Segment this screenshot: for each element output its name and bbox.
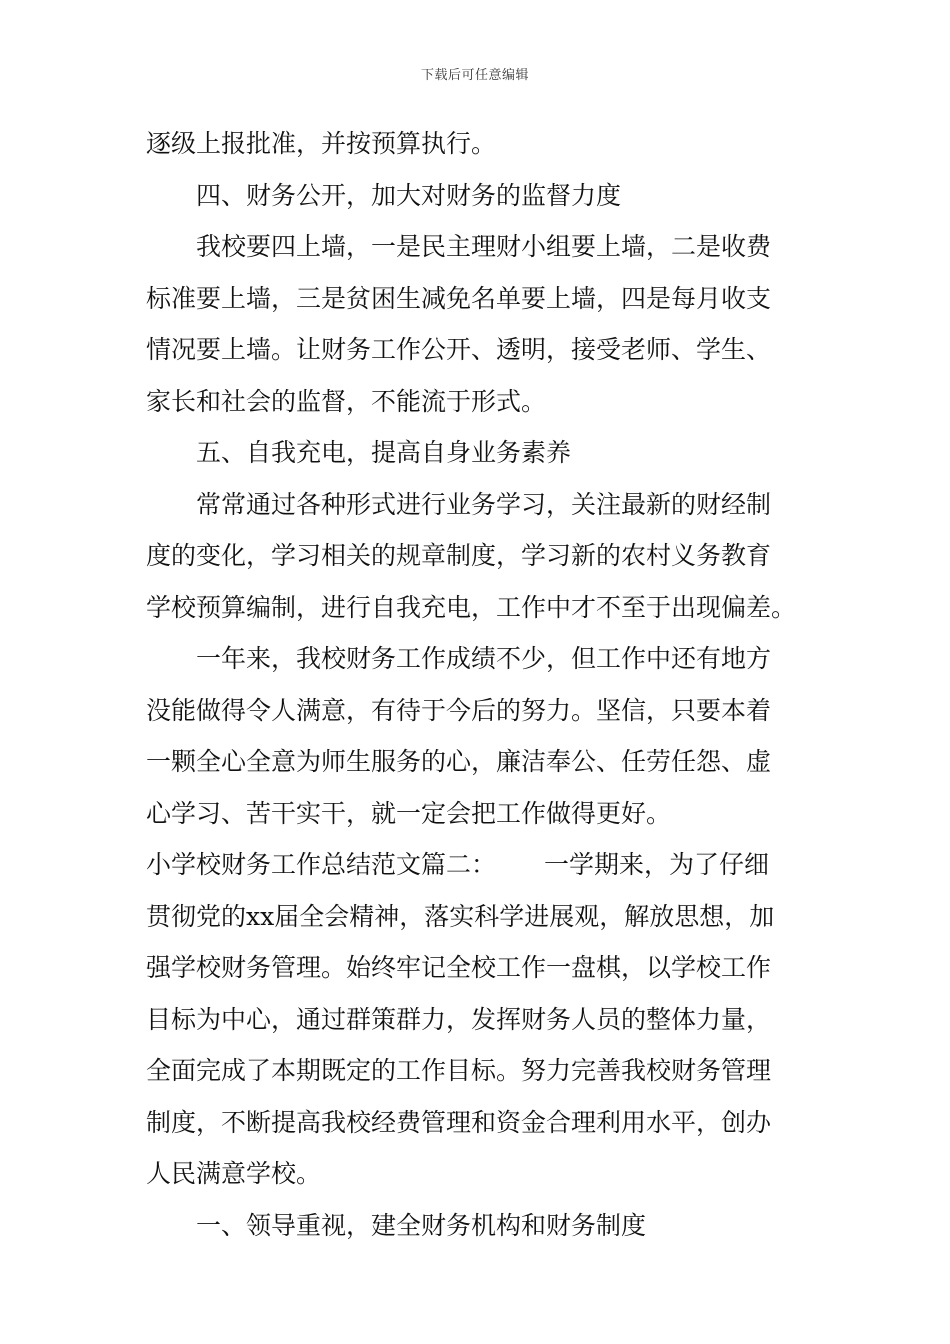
text-line: 目标为中心，通过群策群力，发挥财务人员的整体力量， [146,1004,772,1034]
text-line: 一颗全心全意为师生服务的心，廉洁奉公、任劳任怨、虚 [146,747,772,776]
text-line: 我校要四上墙，一是民主理财小组要上墙，二是收费 [196,232,772,261]
text-line: 一年来，我校财务工作成绩不少，但工作中还有地方 [196,644,772,673]
text-line: 制度，不断提高我校经费管理和资金合理利用水平，创办 [146,1107,772,1137]
text-line: 没能做得令人满意，有待于今后的努力。坚信，只要本着 [146,695,772,725]
section-heading-five: 五、自我充电，提高自身业务素养 [196,438,572,467]
text-line: 学校预算编制，进行自我充电，工作中才不至于出现偏差。 [146,592,797,622]
text-line: 人民满意学校。 [146,1159,322,1188]
text-line: 家长和社会的监督，不能流于形式。 [146,386,547,416]
text-line: 心学习、苦干实干，就一定会把工作做得更好。 [146,798,672,828]
text-line: 全面完成了本期既定的工作目标。努力完善我校财务管理 [146,1056,772,1085]
document-body [146,118,806,1251]
text-line: 标准要上墙，三是贫困生减免名单要上墙，四是每月收支 [146,283,772,313]
section-two-first-line [146,839,806,891]
section-two-title: 小学校财务工作总结范文篇二： [146,850,497,879]
text-line: 情况要上墙。让财务工作公开、透明，接受老师、学生、 [146,335,772,364]
text-line: 强学校财务管理。始终牢记全校工作一盘棋，以学校工作 [146,953,772,982]
section-heading-four: 四、财务公开，加大对财务的监督力度 [196,180,622,210]
text-line: 贯彻党的xx届全会精神，落实科学进展观，解放思想，加 [146,901,775,931]
text-line: 度的变化，学习相关的规章制度，学习新的农村义务教育 [146,541,772,570]
header-note: 下载后可任意编辑 [420,68,529,83]
section-heading-one: 一、领导重视，建全财务机构和财务制度 [196,1210,647,1240]
text-line: 常常通过各种形式进行业务学习，关注最新的财经制 [196,489,772,519]
section-two-first-line-text: 一学期来，为了仔细 [544,850,770,879]
text-line: 逐级上报批准，并按预算执行。 [146,129,497,158]
